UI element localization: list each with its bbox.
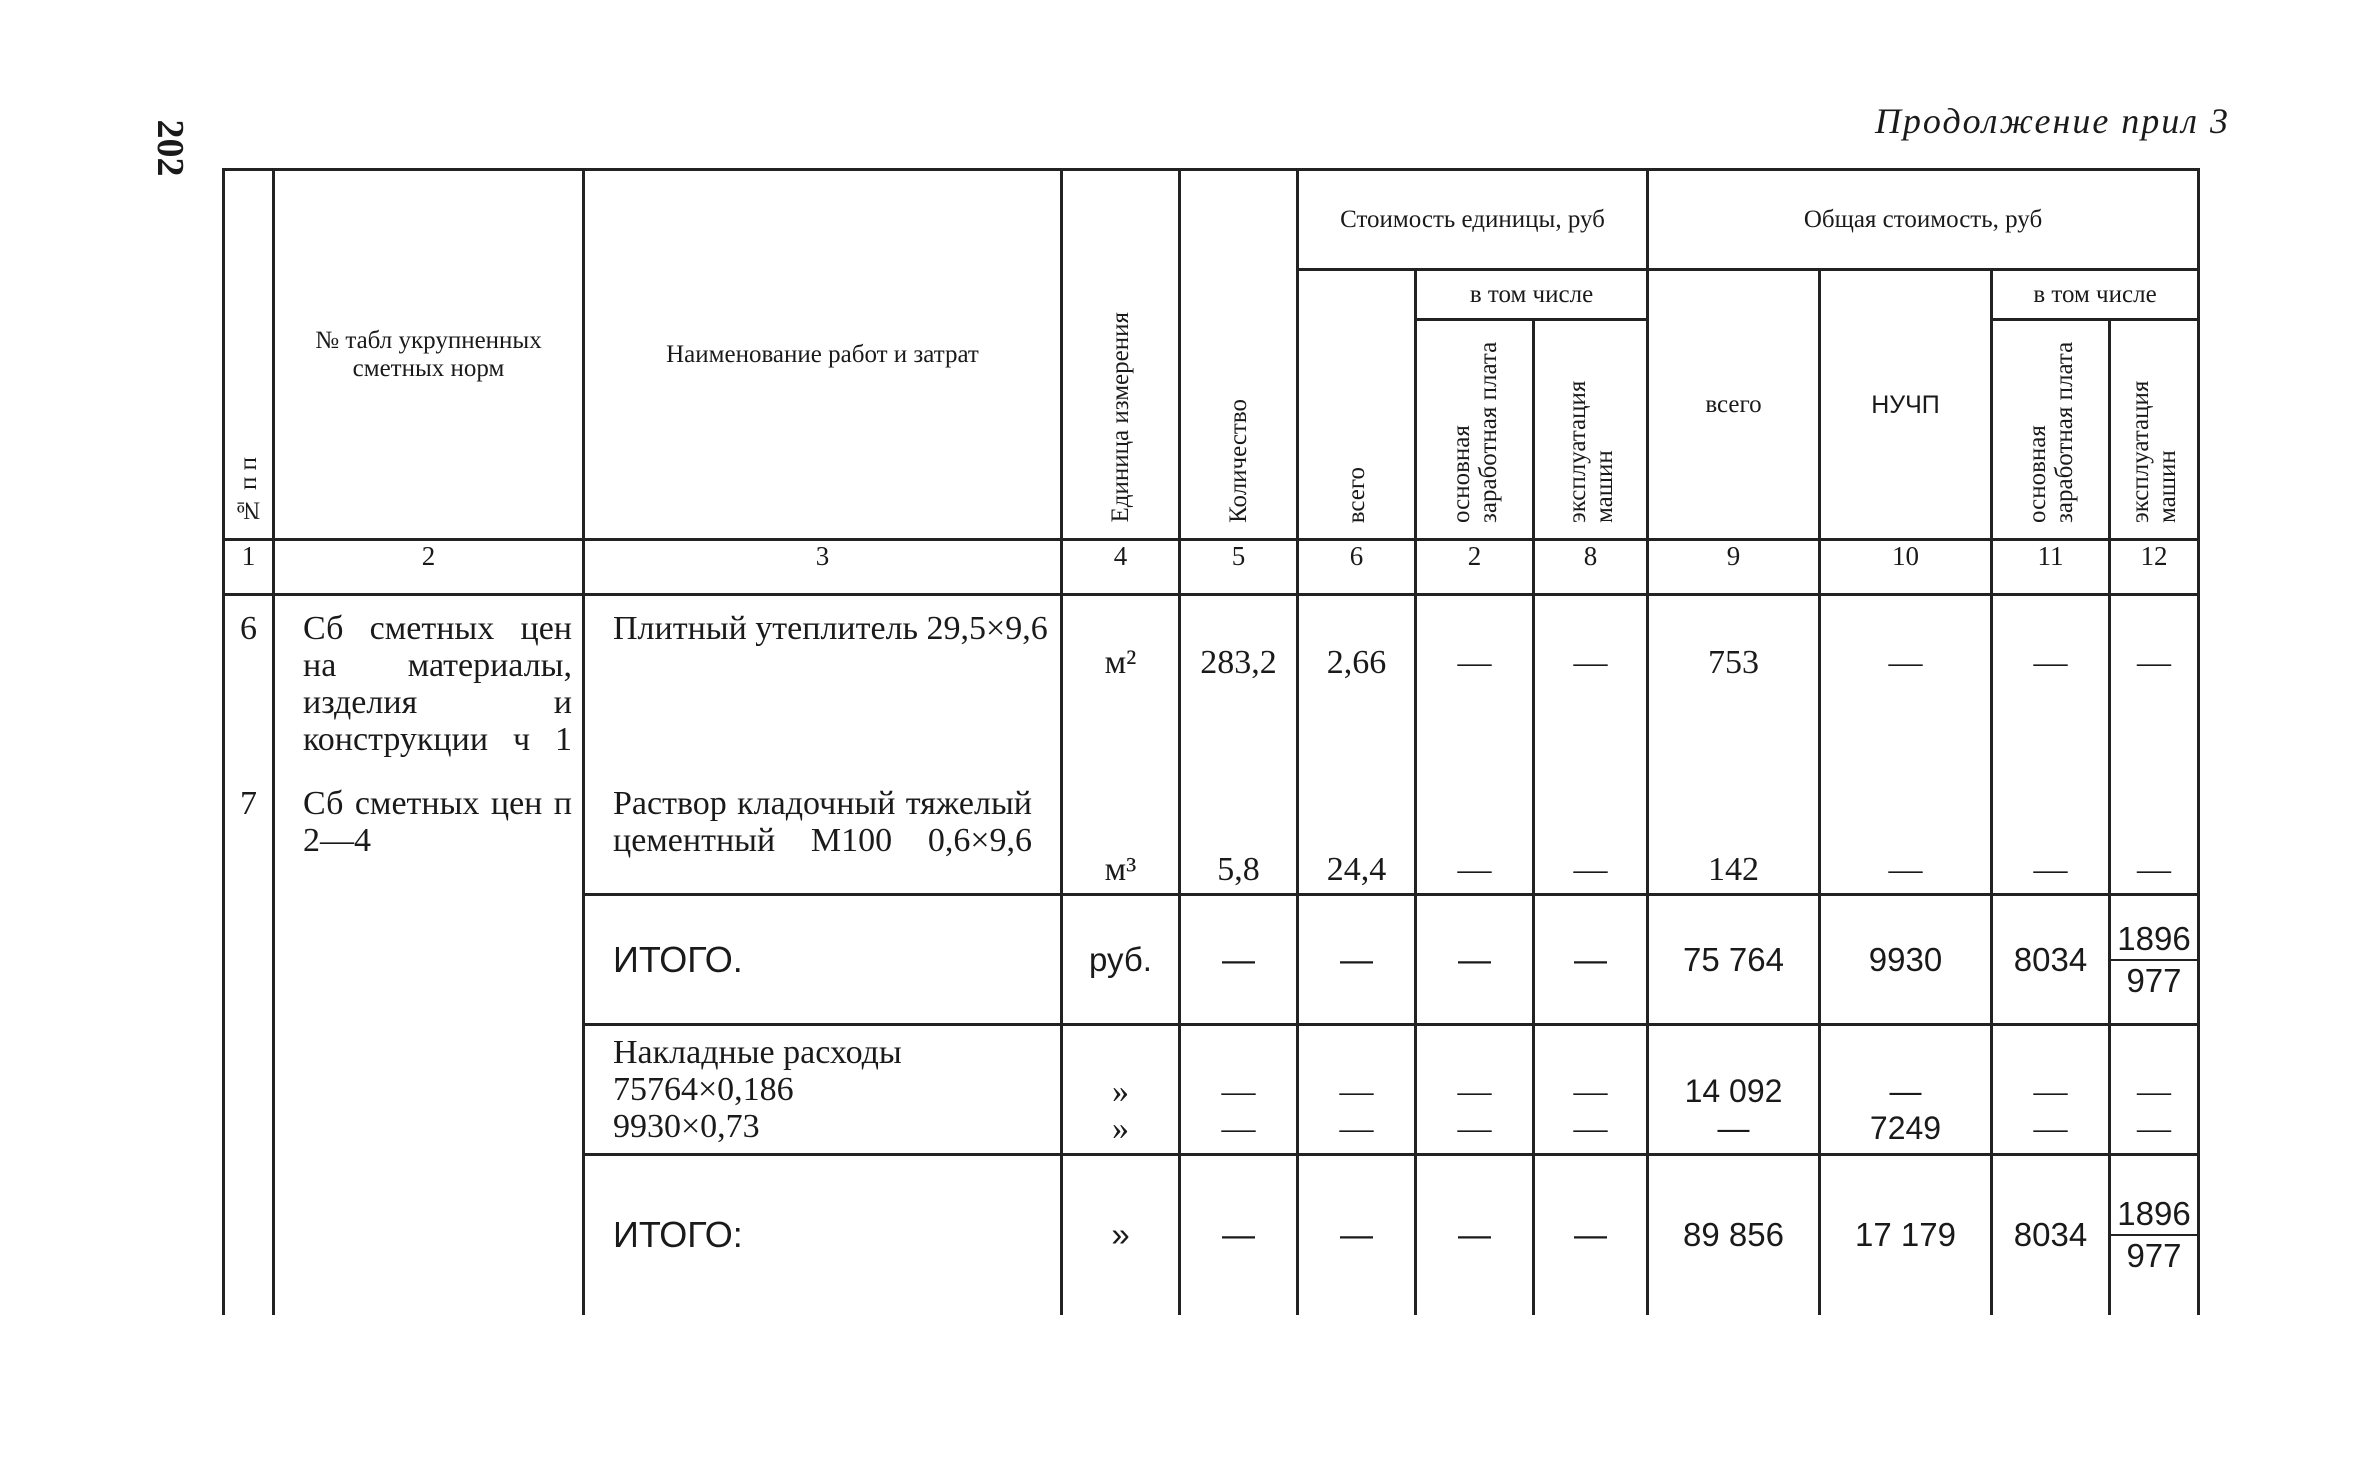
row-unit: м³	[1062, 785, 1180, 895]
total-nuch: 17 179	[1820, 1155, 1992, 1315]
header-total-incl: в том числе	[1992, 270, 2199, 320]
overhead-machine: — —	[2110, 1025, 2199, 1155]
row-total: 142	[1648, 785, 1820, 895]
row-quantity: 5,8	[1180, 785, 1298, 895]
total-unit: »	[1062, 1155, 1180, 1315]
row-work-name: Плитный утеплитель 29,5×9,6	[584, 595, 1062, 785]
col-num: 5	[1180, 540, 1298, 595]
row-ref: Сб сметных цен на материалы, изделия и конструкции ч 1	[274, 595, 584, 785]
table-row	[224, 785, 2199, 895]
overhead-formula-1: 75764×0,186	[613, 1071, 794, 1108]
header-work-name: Наименование работ и затрат	[584, 170, 1062, 540]
row-machine: —	[2110, 785, 2199, 895]
subtotal-machine-fraction	[2111, 919, 2196, 1001]
row-unit-total: 24,4	[1298, 785, 1416, 895]
subtotal-machine	[2110, 895, 2199, 1025]
row-unit: м²	[1062, 595, 1180, 785]
subtotal-unit-total: —	[1298, 895, 1416, 1025]
total-machine	[2110, 1155, 2199, 1315]
header-total-wage: основная заработная плата	[1992, 320, 2110, 540]
total-unit-wage: —	[1416, 1155, 1534, 1315]
subtotal-total: 75 764	[1648, 895, 1820, 1025]
header-unit-total: всего	[1298, 270, 1416, 540]
col-num: 10	[1820, 540, 1992, 595]
row-number: 6	[224, 595, 274, 785]
fraction-numerator: 1896	[2111, 919, 2196, 961]
total-machine-fraction	[2111, 1194, 2196, 1276]
header-unit: Единица измерения	[1062, 170, 1180, 540]
total-wage: 8034	[1992, 1155, 2110, 1315]
col-num: 8	[1534, 540, 1648, 595]
overhead-total: 14 092 —	[1648, 1025, 1820, 1155]
header-no: № п п	[224, 170, 274, 540]
fraction-denominator: 977	[2126, 1237, 2182, 1275]
total-unit-total: —	[1298, 1155, 1416, 1315]
overhead-nuch: — 7249	[1820, 1025, 1992, 1155]
col-num: 9	[1648, 540, 1820, 595]
header-unit-machine: эксплуатация машин	[1534, 320, 1648, 540]
row-wage: —	[1992, 785, 2110, 895]
overhead-label: Накладные расходы	[613, 1034, 902, 1071]
col-num: 2	[274, 540, 584, 595]
row-work-name: Раствор кладочный тяжелый цементный М100 0,6×9,6	[584, 785, 1062, 895]
overhead-cell	[584, 1025, 1062, 1155]
header-table-ref: № табл укрупненных сметных норм	[274, 170, 584, 540]
row-unit-wage: —	[1416, 785, 1534, 895]
subtotal-nuch: 9930	[1820, 895, 1992, 1025]
table-caption: Продолжение прил 3	[1874, 101, 2230, 141]
col-num: 2	[1416, 540, 1534, 595]
estimate-table	[222, 168, 2200, 1315]
row-unit-machine: —	[1534, 785, 1648, 895]
header-total-nuch: НУЧП	[1820, 270, 1992, 540]
subtotal-wage: 8034	[1992, 895, 2110, 1025]
overhead-wage: — —	[1992, 1025, 2110, 1155]
subtotal-unit-machine: —	[1534, 895, 1648, 1025]
row-number: 7	[224, 785, 274, 895]
total-quantity: —	[1180, 1155, 1298, 1315]
header-unit-cost: Стоимость единицы, руб	[1298, 170, 1648, 270]
col-num: 3	[584, 540, 1062, 595]
overhead-quantity: — —	[1180, 1025, 1298, 1155]
row-nuch: —	[1820, 595, 1992, 785]
subtotal-unit-wage: —	[1416, 895, 1534, 1025]
header-unit-incl: в том числе	[1416, 270, 1648, 320]
row-unit-wage: —	[1416, 595, 1534, 785]
overhead-unit-machine: — —	[1534, 1025, 1648, 1155]
col-num: 1	[224, 540, 274, 595]
overhead-unit-wage: — —	[1416, 1025, 1534, 1155]
header-total-cost: Общая стоимость, руб	[1648, 170, 2199, 270]
subtotal-label: ИТОГО.	[584, 895, 1062, 1025]
row-unit-total: 2,66	[1298, 595, 1416, 785]
overhead-unit-total: — —	[1298, 1025, 1416, 1155]
subtotal-unit: руб.	[1062, 895, 1180, 1025]
row-wage: —	[1992, 595, 2110, 785]
header-quantity: Количество	[1180, 170, 1298, 540]
col-num: 12	[2110, 540, 2199, 595]
col-num: 6	[1298, 540, 1416, 595]
row-quantity: 283,2	[1180, 595, 1298, 785]
row-total: 753	[1648, 595, 1820, 785]
total-label: ИТОГО:	[584, 1155, 1062, 1315]
row-unit-machine: —	[1534, 595, 1648, 785]
column-numbers-row	[224, 540, 2199, 595]
header-unit-wage: основная заработная плата	[1416, 320, 1534, 540]
col-num: 11	[1992, 540, 2110, 595]
row-nuch: —	[1820, 785, 1992, 895]
fraction-numerator: 1896	[2111, 1194, 2196, 1236]
table-row	[224, 595, 2199, 785]
total-unit-machine: —	[1534, 1155, 1648, 1315]
overhead-formula-2: 9930×0,73	[613, 1108, 760, 1145]
row-ref: Сб сметных цен п 2—4	[274, 785, 584, 895]
header-total-all: всего	[1648, 270, 1820, 540]
subtotal-row	[224, 895, 2199, 1025]
col-num: 4	[1062, 540, 1180, 595]
row-machine: —	[2110, 595, 2199, 785]
overhead-unit: » »	[1062, 1025, 1180, 1155]
page-number: 202	[149, 119, 191, 177]
header-total-machine: эксплуатация машин	[2110, 320, 2199, 540]
total-total: 89 856	[1648, 1155, 1820, 1315]
subtotal-quantity: —	[1180, 895, 1298, 1025]
fraction-denominator: 977	[2126, 961, 2182, 999]
